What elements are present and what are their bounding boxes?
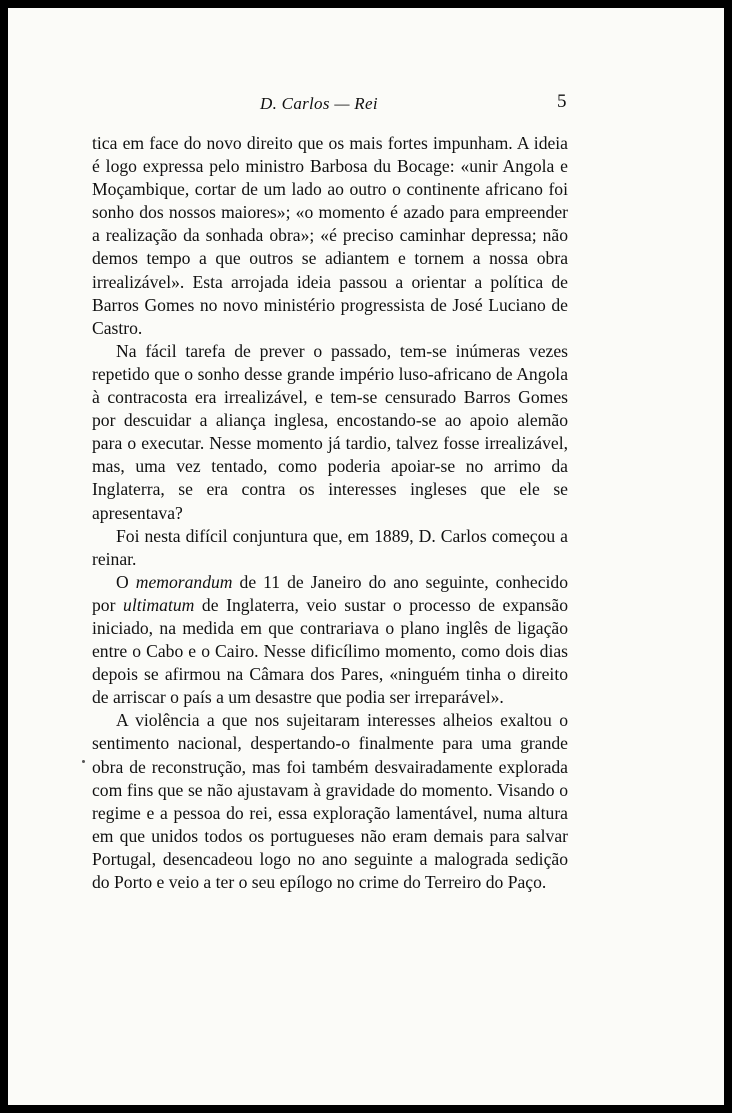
running-header: [8, 91, 724, 118]
ultimatum-italic: ultimatum: [123, 594, 195, 615]
paragraph-2: Na fácil tarefa de prever o passado, tem-se inúmeras vezes repetido que o sonho desse grande império luso-africano de Angola à contracosta era irrealizável, e tem-se censurado Barros Gomes por descuidar a aliança inglesa, encostando-se ao apoio alemão para o executar. Nesse momento já tardio, talvez fosse irrealizável, mas, uma vez tentado, como poderia apoiar-se no arrimo da Inglaterra, se era contra os interesses ingleses que ele se apresentava?: [92, 340, 568, 523]
paragraph-3: Foi nesta difícil conjuntura que, em 1889, D. Carlos começou a reinar.: [92, 525, 568, 569]
book-page: [8, 8, 724, 1105]
memorandum-italic: memorandum: [135, 571, 233, 592]
paragraph-1: tica em face do novo direito que os mais fortes impunham. A ideia é logo expressa pelo ministro Barbosa du Bocage: «unir Angola e Moçambique, cortar de um lado ao outro o continente africano foi sonho dos nossos maiores»; «o momento é azado para empreender a realização da sonhada obra»; «é preciso caminhar depressa; não demos tempo a que outros se adiantem e tornem a nossa obra irrealizável». Esta arrojada ideia passou a orientar a política de Barros Gomes no novo ministério progressista de José Luciano de Castro.: [92, 133, 568, 338]
page-number: 5: [557, 91, 567, 112]
running-title: D. Carlos — Rei: [260, 94, 378, 113]
body-text: [92, 132, 568, 894]
paragraph-4-text-2: de 11 de Janeiro do ano seguinte, conhecido por: [92, 571, 568, 615]
paper-speck: [82, 760, 85, 763]
paragraph-4-text-3: de Inglaterra, veio sustar o processo de expansão iniciado, na medida em que contrariava o plano inglês de ligação entre o Cabo e o Cairo. Nesse dificílimo momento, como dois dias depois se afirmou na Câmara dos Pares, «ninguém tinha o direito de arriscar o país a um desastre que podia ser irreparável».: [92, 594, 568, 708]
paragraph-4-text-1: O: [116, 571, 136, 592]
paragraph-5: A violência a que nos sujeitaram interesses alheios exaltou o sentimento nacional, despertando-o finalmente para uma grande obra de reconstrução, mas foi também desvairadamente explorada com fins que se não ajustavam à gravidade do momento. Visando o regime e a pessoa do rei, essa exploração lamentável, numa altura em que unidos todos os portugueses não eram demais para salvar Portugal, desencadeou logo no ano seguinte a malograda sedição do Porto e veio a ter o seu epílogo no crime do Terreiro do Paço.: [92, 710, 568, 892]
paragraph-4: [92, 571, 568, 710]
